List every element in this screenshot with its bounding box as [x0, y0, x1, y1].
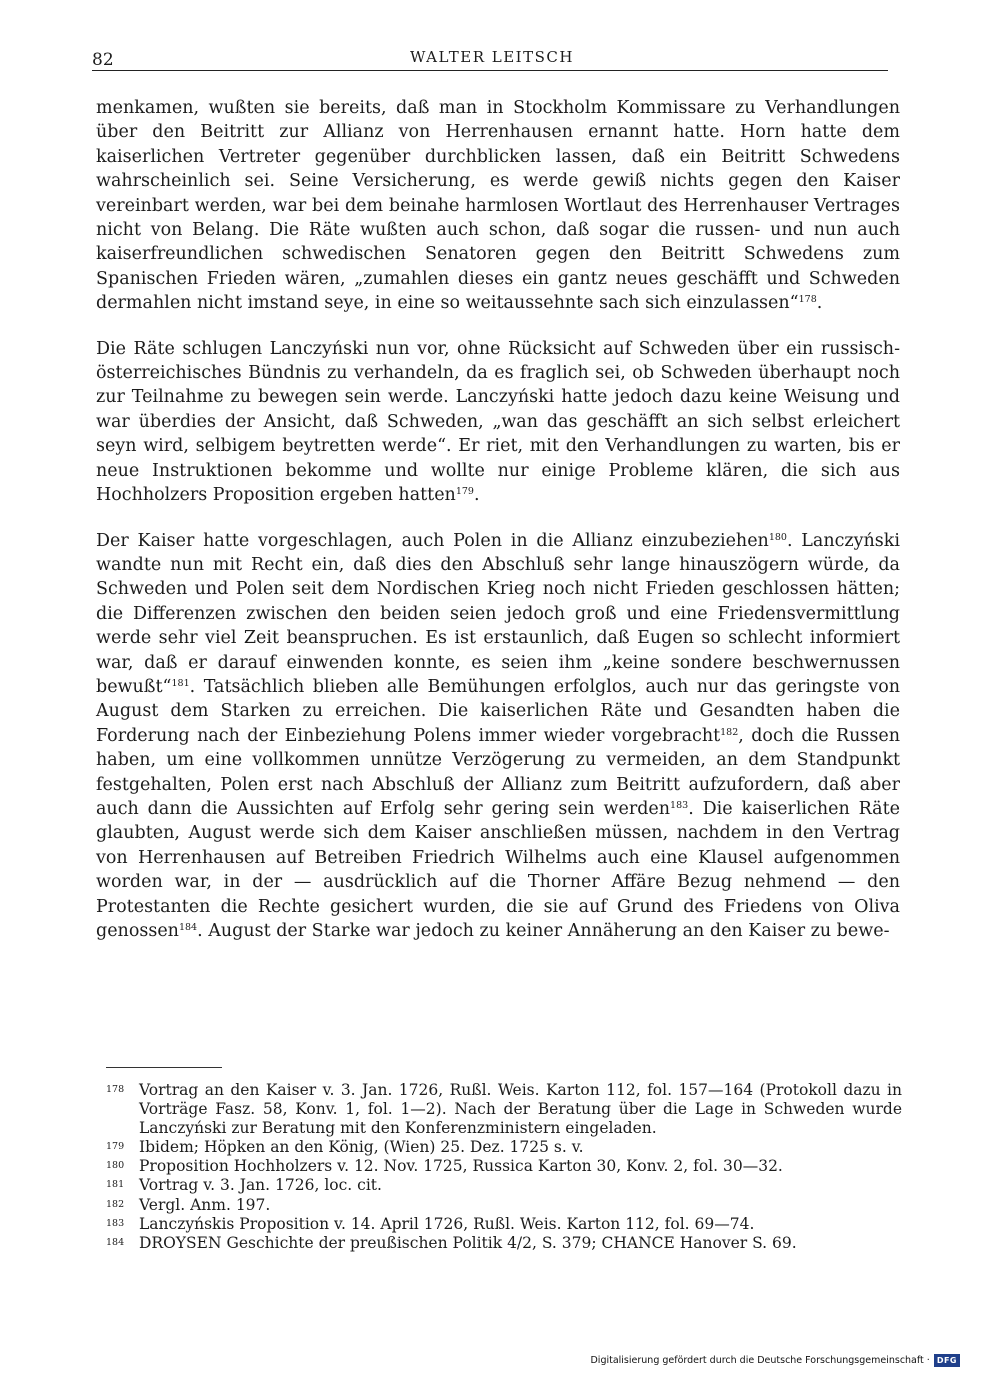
- footnote: 181 Vortrag v. 3. Jan. 1726, loc. cit.: [106, 1176, 382, 1195]
- footnote-text: Vortrag v. 3. Jan. 1726, loc. cit.: [139, 1176, 382, 1195]
- footnotes: [106, 1081, 902, 1253]
- footnote-ref: 182: [720, 726, 739, 738]
- credit-text: Digitalisierung gefördert durch die Deutsche Forschungsgemeinschaft ·: [590, 1355, 930, 1366]
- footnote-text: Lanczyńskis Proposition v. 14. April 1726, Rußl. Weis. Karton 112, fol. 69—74.: [139, 1214, 755, 1233]
- footnote-ref: 181: [171, 677, 190, 689]
- paragraph-text: , doch die Russen haben, um eine vollkommen unnütze Verzögerung zu vermeiden, an dem Standpunkt festgehalten, Polen erst nach Abschluß der Allianz zum Beitritt aufzufordern, daß aber auch dann die Aussichten auf Erfolg sehr gering sein werden: [96, 725, 900, 819]
- paragraph-text: . Lanczyński wandte nun mit Recht ein, daß dies den Abschluß sehr lange hinauszögern würde, da Schweden und Polen seit dem Nordischen Krieg noch nicht Frieden geschlossen hätten; die Differenzen zwischen den beiden seien jedoch groß und eine Friedensvermittlung werde sehr viel Zeit beanspruchen. Es ist erstaunlich, daß Eugen so schlecht informiert war, daß er darauf einwenden konnte, es seien ihm „keine sondere beschwernussen bewußt“: [96, 530, 900, 697]
- footnote: 183 Lanczyńskis Proposition v. 14. April 1726, Rußl. Weis. Karton 112, fol. 69—74.: [106, 1214, 755, 1233]
- running-title: WALTER LEITSCH: [410, 48, 574, 66]
- footnote-separator: [106, 1067, 222, 1068]
- page-header: [92, 46, 888, 71]
- digitization-credit: [590, 1354, 960, 1367]
- footnote: 179 Ibidem; Höpken an den König, (Wien) 25. Dez. 1725 s. v.: [106, 1138, 584, 1157]
- paragraph-text: Der Kaiser hatte vorgeschlagen, auch Polen in die Allianz einzubeziehen: [96, 530, 769, 551]
- paragraph-text: . Die kaiserlichen Räte glaubten, August werde sich dem Kaiser anschließen müssen, nachdem in den Vertrag von Herrenhausen auf Betreiben Friedrich Wilhelms auch eine Klausel aufgenommen worden war, in der — ausdrücklich auf die Thorner Affäre Bezug nehmend — den Protestanten die Rechte gesichert wurden, die sie auf Grund des Friedens von Oliva genossen: [96, 798, 900, 941]
- paragraph: [96, 96, 900, 316]
- footnote-text: Proposition Hochholzers v. 12. Nov. 1725, Russica Karton 30, Konv. 2, fol. 30—32.: [139, 1157, 783, 1176]
- footnote-ref: 178: [798, 294, 817, 306]
- footnote: 178 Vortrag an den Kaiser v. 3. Jan. 1726, Rußl. Weis. Karton 112, fol. 157—164 (Protokoll dazu in Vorträge Fasz. 58, Konv. 1, fol. 1—2). Nach der Beratung über die Lage in Schweden wurde Lanczyński zur Beratung mit den Konferenzministern eingeladen.: [106, 1081, 902, 1138]
- footnote: 182 Vergl. Anm. 197.: [106, 1195, 271, 1214]
- footnote-ref: 183: [670, 799, 689, 811]
- footnote: 180 Proposition Hochholzers v. 12. Nov. 1725, Russica Karton 30, Konv. 2, fol. 30—32.: [106, 1157, 783, 1176]
- footnote-ref: 184: [178, 922, 198, 933]
- paragraph: [96, 529, 900, 944]
- paragraph-text: . Tatsächlich blieben alle Bemühungen erfolglos, auch nur das geringste von August dem Starken zu erreichen. Die kaiserlichen Räte und Gesandten haben die Forderung nach der Einbeziehung Polens immer wieder vorgebracht: [96, 676, 900, 746]
- body-text: [96, 96, 900, 943]
- paragraph-text: Die Räte schlugen Lanczyński nun vor, ohne Rücksicht auf Schweden über ein russisch-österreichisches Bündnis zu verhandeln, da es fraglich sei, ob Schweden überhaupt noch zur Teilnahme zu bewegen sein werde. Lanczyński hatte jedoch dazu keine Weisung und war überdies der Ansicht, daß Schweden, „wan das geschäfft an sich selbst erleichert seyn wird, selbigem beytretten werde“. Er riet, mit den Verhandlungen zu warten, bis er neue Instruktionen bekomme und wollte nur einige Probleme klären, die sich aus Hochholzers Proposition ergeben hatten: [96, 338, 900, 506]
- footnote-text: Vortrag an den Kaiser v. 3. Jan. 1726, Rußl. Weis. Karton 112, fol. 157—164 (Protokoll dazu in Vorträge Fasz. 58, Konv. 1, fol. 1—2). Nach der Beratung über die Lage in Schweden wurde Lanczyński zur Beratung mit den Konferenzministern eingeladen.: [139, 1081, 902, 1138]
- paragraph-text: .: [816, 293, 823, 314]
- paragraph-text: menkamen, wußten sie bereits, daß man in Stockholm Kommissare zu Verhandlungen über den Beitritt zur Allianz von Herrenhausen ernannt hatte. Horn hatte dem kaiserlichen Vertreter gegenüber durchblicken lassen, daß ein Beitritt Schwedens wahrscheinlich sei. Seine Versicherung, es werde gewiß nichts gegen den Kaiser vereinbart werden, war bei dem beinahe harmlosen Wortlaut des Herrenhauser Vertrages nicht von Belang. Die Räte wußten auch schon, daß sogar die russen- und nun auch kaiserfreundlichen schwedischen Senatoren gegen den Beitritt Schwedens zum Spanischen Frieden wären, „zumahlen dieses ein gantz neues geschäfft und Schweden dermahlen nicht imstand seye, in eine so weitaussehnte sach sich einzulassen“: [96, 98, 900, 314]
- paragraph: [96, 337, 900, 508]
- footnote-ref: 180: [768, 531, 787, 543]
- footnote-text: Ibidem; Höpken an den König, (Wien) 25. Dez. 1725 s. v.: [139, 1138, 584, 1157]
- footnote-text: DROYSEN Geschichte der preußischen Politik 4/2, S. 379; CHANCE Hanover S. 69.: [139, 1233, 797, 1252]
- footnote-text: Vergl. Anm. 197.: [139, 1195, 271, 1214]
- footnote-ref: 179: [455, 486, 474, 498]
- footnote: 184 DROYSEN Geschichte der preußischen Politik 4/2, S. 379; CHANCE Hanover S. 69.: [106, 1233, 797, 1252]
- page-number: 82: [92, 50, 114, 70]
- dfg-logo: DFG: [934, 1354, 960, 1367]
- paragraph-text: .: [473, 485, 480, 506]
- paragraph-text: . August der Starke war jedoch zu keiner Annäherung an den Kaiser zu bewe-: [197, 921, 890, 941]
